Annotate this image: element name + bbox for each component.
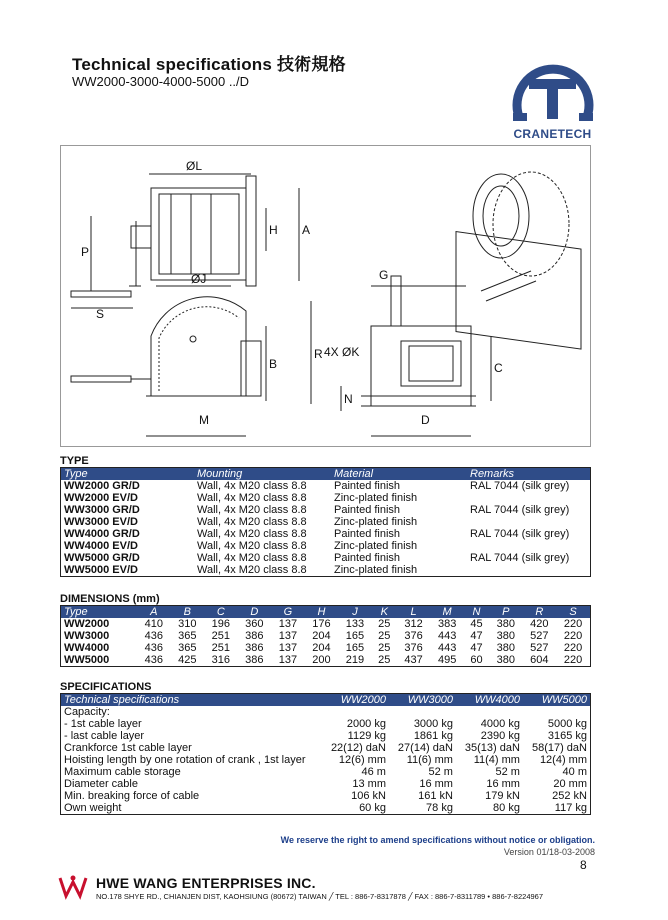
dimensions-cell: 386 [245,642,264,654]
dimensions-cell: WW4000 [64,642,110,654]
dimensions-cell: 137 [278,630,298,642]
type-row [61,504,591,516]
dimensions-cell: 220 [563,642,583,654]
dimensions-cell: 176 [312,618,331,630]
company-address: NO.178 SHYE RD., CHIANJEN DIST, KAOHSIUNG (80672) TAIWAN ╱ TEL : 886-7-8317878 ╱ FAX : 886-7-8311789 • 886-7-8224967 [96,892,544,901]
dimensions-cell: 376 [404,642,423,654]
specifications-cell: 20 mm [553,778,587,790]
specifications-col-header: WW2000 [322,694,389,707]
dimensions-cell: 251 [211,630,230,642]
specifications-cell: 80 kg [493,802,520,814]
specifications-cell: 22(12) daN [330,742,386,754]
dim-label-G: G [379,268,389,282]
specifications-cell [389,706,456,718]
dim-label-D: D [421,413,430,427]
hwe-wang-logo [58,874,88,900]
dimensions-col-header: S [556,606,590,619]
dimensions-cell: 380 [496,618,515,630]
specifications-table [60,693,591,815]
specifications-cell: 16 mm [419,778,453,790]
page-title: Technical specifications 技術規格 [72,55,346,74]
type-row [61,564,591,577]
dimensions-cell: 196 [211,618,230,630]
dimensions-cell: 495 [437,654,457,666]
specifications-cell [523,706,591,718]
technical-drawing [60,145,591,447]
dimensions-cell: 204 [312,630,331,642]
type-col-material: Material [331,468,467,481]
dimensions-cell: 25 [378,630,391,642]
type-col-remarks: Remarks [467,468,591,481]
dim-label-K: 4X ØK [324,345,360,359]
specifications-cell: 179 kN [485,790,520,802]
dim-label-H: H [269,223,278,237]
dimensions-col-header: N [464,606,489,619]
type-cell: Wall, 4x M20 class 8.8 [197,492,307,504]
type-cell: Painted finish [334,528,401,540]
type-cell: Wall, 4x M20 class 8.8 [197,552,307,564]
specifications-cell: 52 m [428,766,453,778]
specifications-cell: 2000 kg [346,718,386,730]
specifications-col-header: WW4000 [456,694,523,707]
logo-text: CRANETECH [513,127,592,141]
specifications-cell: 3000 kg [413,718,453,730]
dimensions-col-header: P [489,606,523,619]
dimensions-col-header: M [430,606,464,619]
specifications-cell: 117 kg [554,802,587,814]
dimensions-cell: 165 [345,642,365,654]
specifications-col-header: WW5000 [523,694,591,707]
specifications-cell: 60 kg [359,802,386,814]
dim-label-B: B [269,357,278,371]
dim-label-C: C [494,361,503,375]
iso-view [456,172,581,349]
dimensions-col-header: C [204,606,238,619]
dimensions-cell: 220 [563,630,583,642]
specifications-row [61,766,591,778]
dimensions-col-header: Type [61,606,138,619]
dimensions-col-header: H [305,606,339,619]
dimensions-cell: 527 [530,630,549,642]
dimensions-cell: 386 [245,654,264,666]
dim-label-R: R [314,347,323,361]
specifications-cell: 13 mm [352,778,386,790]
type-cell: WW5000 EV/D [64,564,138,576]
dimensions-cell: 25 [378,642,391,654]
type-cell: WW2000 GR/D [64,480,140,492]
dimensions-table-header [61,606,591,619]
type-cell: WW3000 EV/D [64,516,138,528]
dimensions-cell: 376 [404,630,423,642]
version-text: Version 01/18-03-2008 [503,847,595,857]
specifications-cell: 12(6) mm [338,754,386,766]
dimensions-cell: 443 [437,630,457,642]
dimensions-cell: 360 [245,618,264,630]
dimensions-row [61,654,591,667]
dimensions-heading: DIMENSIONS (mm) [60,593,160,605]
dimensions-cell: 380 [496,642,515,654]
page-number: 8 [580,858,587,872]
specifications-cell: 106 kN [351,790,386,802]
dimensions-cell: 220 [563,654,583,666]
specifications-cell: 35(13) daN [464,742,520,754]
specifications-cell: Hoisting length by one rotation of crank , 1st layer [64,754,306,766]
dimensions-cell: 25 [378,618,391,630]
type-cell: Wall, 4x M20 class 8.8 [197,528,307,540]
dimensions-cell: 436 [144,630,163,642]
specifications-cell: 11(6) mm [406,754,453,766]
specifications-cell: - last cable layer [64,730,145,742]
front-view [71,174,299,308]
dim-label-N: N [344,392,353,406]
specifications-row [61,730,591,742]
dimensions-cell: 200 [312,654,331,666]
type-cell: WW4000 GR/D [64,528,140,540]
specifications-row [61,706,591,718]
type-col-mounting: Mounting [194,468,331,481]
type-row [61,480,591,492]
dimensions-cell: 365 [178,642,197,654]
dimensions-cell: WW5000 [64,654,110,666]
dimensions-cell: WW2000 [64,618,110,630]
dimensions-cell: 25 [378,654,391,666]
specifications-cell: Crankforce 1st cable layer [64,742,192,754]
type-cell: Wall, 4x M20 class 8.8 [197,564,307,576]
specifications-cell: Diameter cable [64,778,138,790]
dim-label-J: ØJ [191,272,207,286]
specifications-row [61,778,591,790]
specifications-cell: 1129 kg [347,730,386,742]
specifications-cell: 161 kN [418,790,453,802]
dimensions-cell: WW3000 [64,630,110,642]
dimensions-cell: 527 [530,642,549,654]
dimensions-cell: 380 [496,630,515,642]
dimensions-cell: 443 [437,642,457,654]
dimensions-cell: 220 [563,618,583,630]
type-cell [467,564,591,577]
reserve-note: We reserve the right to amend specifications without notice or obligation. [280,835,595,845]
specifications-col-header: WW3000 [389,694,456,707]
specifications-cell: 2390 kg [480,730,520,742]
type-cell: RAL 7044 (silk grey) [470,528,570,540]
dimensions-cell: 437 [404,654,423,666]
type-cell: WW5000 GR/D [64,552,140,564]
dimensions-cell: 425 [178,654,197,666]
dimensions-cell: 365 [178,630,197,642]
dimensions-cell: 204 [312,642,331,654]
specifications-cell: 5000 kg [547,718,587,730]
dimensions-cell: 137 [278,654,298,666]
dimensions-cell: 251 [211,642,230,654]
dimensions-cell: 312 [404,618,423,630]
type-cell: Zinc-plated finish [334,492,418,504]
specifications-cell [456,706,523,718]
specifications-cell: Own weight [64,802,122,814]
page-subtitle: WW2000-3000-4000-5000 ../D [72,74,250,89]
dimensions-col-header: K [372,606,397,619]
specifications-row [61,754,591,766]
dimensions-cell: 380 [496,654,515,666]
dimensions-cell: 420 [530,618,549,630]
dim-label-A: A [302,223,311,237]
dimensions-cell: 137 [278,642,298,654]
specifications-col-header: Technical specifications [61,694,323,707]
specifications-table-header [61,694,591,707]
dimensions-cell: 436 [144,642,163,654]
type-cell: Zinc-plated finish [334,540,418,552]
dimensions-table [60,605,591,667]
dimensions-cell: 383 [437,618,457,630]
type-col-type: Type [61,468,195,481]
specifications-cell: Capacity: [64,706,110,718]
type-cell: WW3000 GR/D [64,504,140,516]
dimensions-cell: 45 [470,618,483,630]
side-view-labels [199,357,277,427]
type-cell: Painted finish [334,480,401,492]
specifications-cell: 252 kN [552,790,587,802]
specifications-cell: Min. breaking force of cable [64,790,200,802]
dimensions-col-header: R [523,606,557,619]
specifications-cell: 46 m [361,766,386,778]
type-cell: Wall, 4x M20 class 8.8 [197,516,307,528]
type-cell: RAL 7044 (silk grey) [470,480,570,492]
specifications-heading: SPECIFICATIONS [60,681,152,693]
dim-label-P: P [81,245,90,259]
type-cell: WW2000 EV/D [64,492,138,504]
specifications-cell: 1861 kg [413,730,453,742]
dimensions-cell: 410 [144,618,163,630]
specifications-row [61,802,591,815]
type-cell: Zinc-plated finish [334,516,418,528]
specifications-cell: 3165 kg [547,730,587,742]
type-cell: Zinc-plated finish [334,564,418,576]
dimensions-col-header: D [238,606,272,619]
dimensions-cell: 219 [345,654,365,666]
specifications-cell: 16 mm [486,778,520,790]
dimensions-cell: 47 [470,630,483,642]
dimensions-cell: 165 [345,630,365,642]
dimensions-col-header: L [397,606,431,619]
type-heading: TYPE [60,455,89,467]
type-row [61,492,591,504]
specifications-cell: Maximum cable storage [64,766,181,778]
specifications-cell: 27(14) daN [397,742,453,754]
specifications-cell: 40 m [562,766,587,778]
dimensions-col-header: B [171,606,205,619]
dimensions-cell: 604 [530,654,549,666]
type-table [60,467,591,577]
type-cell: Wall, 4x M20 class 8.8 [197,540,307,552]
company-name: HWE WANG ENTERPRISES INC. [96,875,316,891]
type-cell [467,540,591,552]
type-cell: Wall, 4x M20 class 8.8 [197,480,307,492]
type-table-header [61,468,591,481]
type-row [61,528,591,540]
type-section [60,455,89,467]
type-cell: Painted finish [334,552,401,564]
type-cell [467,492,591,504]
dimensions-col-header: A [137,606,171,619]
specifications-cell [322,706,389,718]
type-row [61,552,591,564]
winch-drawing-svg [61,146,590,446]
type-cell: RAL 7044 (silk grey) [470,504,570,516]
dimensions-cell: 310 [178,618,197,630]
dim-label-L: ØL [186,159,203,173]
type-cell: WW4000 EV/D [64,540,138,552]
type-cell [467,516,591,528]
dimensions-cell: 316 [211,654,230,666]
dimensions-col-header: J [338,606,372,619]
dimensions-row [61,618,591,630]
specifications-cell: 58(17) daN [531,742,587,754]
specifications-cell: - 1st cable layer [64,718,142,730]
specifications-cell: 11(4) mm [473,754,520,766]
type-row [61,540,591,552]
dim-label-M: M [199,413,209,427]
dim-label-S: S [96,307,105,321]
dimensions-cell: 386 [245,630,264,642]
specifications-cell: 12(4) mm [539,754,587,766]
specifications-cell: 78 kg [426,802,453,814]
dimensions-cell: 60 [470,654,483,666]
specifications-row [61,790,591,802]
specifications-row [61,718,591,730]
dimensions-row [61,630,591,642]
type-cell: RAL 7044 (silk grey) [470,552,570,564]
specifications-cell: 52 m [495,766,520,778]
type-cell: Painted finish [334,504,401,516]
specifications-row [61,742,591,754]
dimensions-cell: 133 [345,618,365,630]
dimensions-col-header: G [271,606,305,619]
dimensions-row [61,642,591,654]
dimensions-cell: 436 [144,654,163,666]
type-cell: Wall, 4x M20 class 8.8 [197,504,307,516]
dimensions-cell: 47 [470,642,483,654]
specifications-cell: 4000 kg [480,718,520,730]
type-row [61,516,591,528]
dimensions-cell: 137 [278,618,298,630]
